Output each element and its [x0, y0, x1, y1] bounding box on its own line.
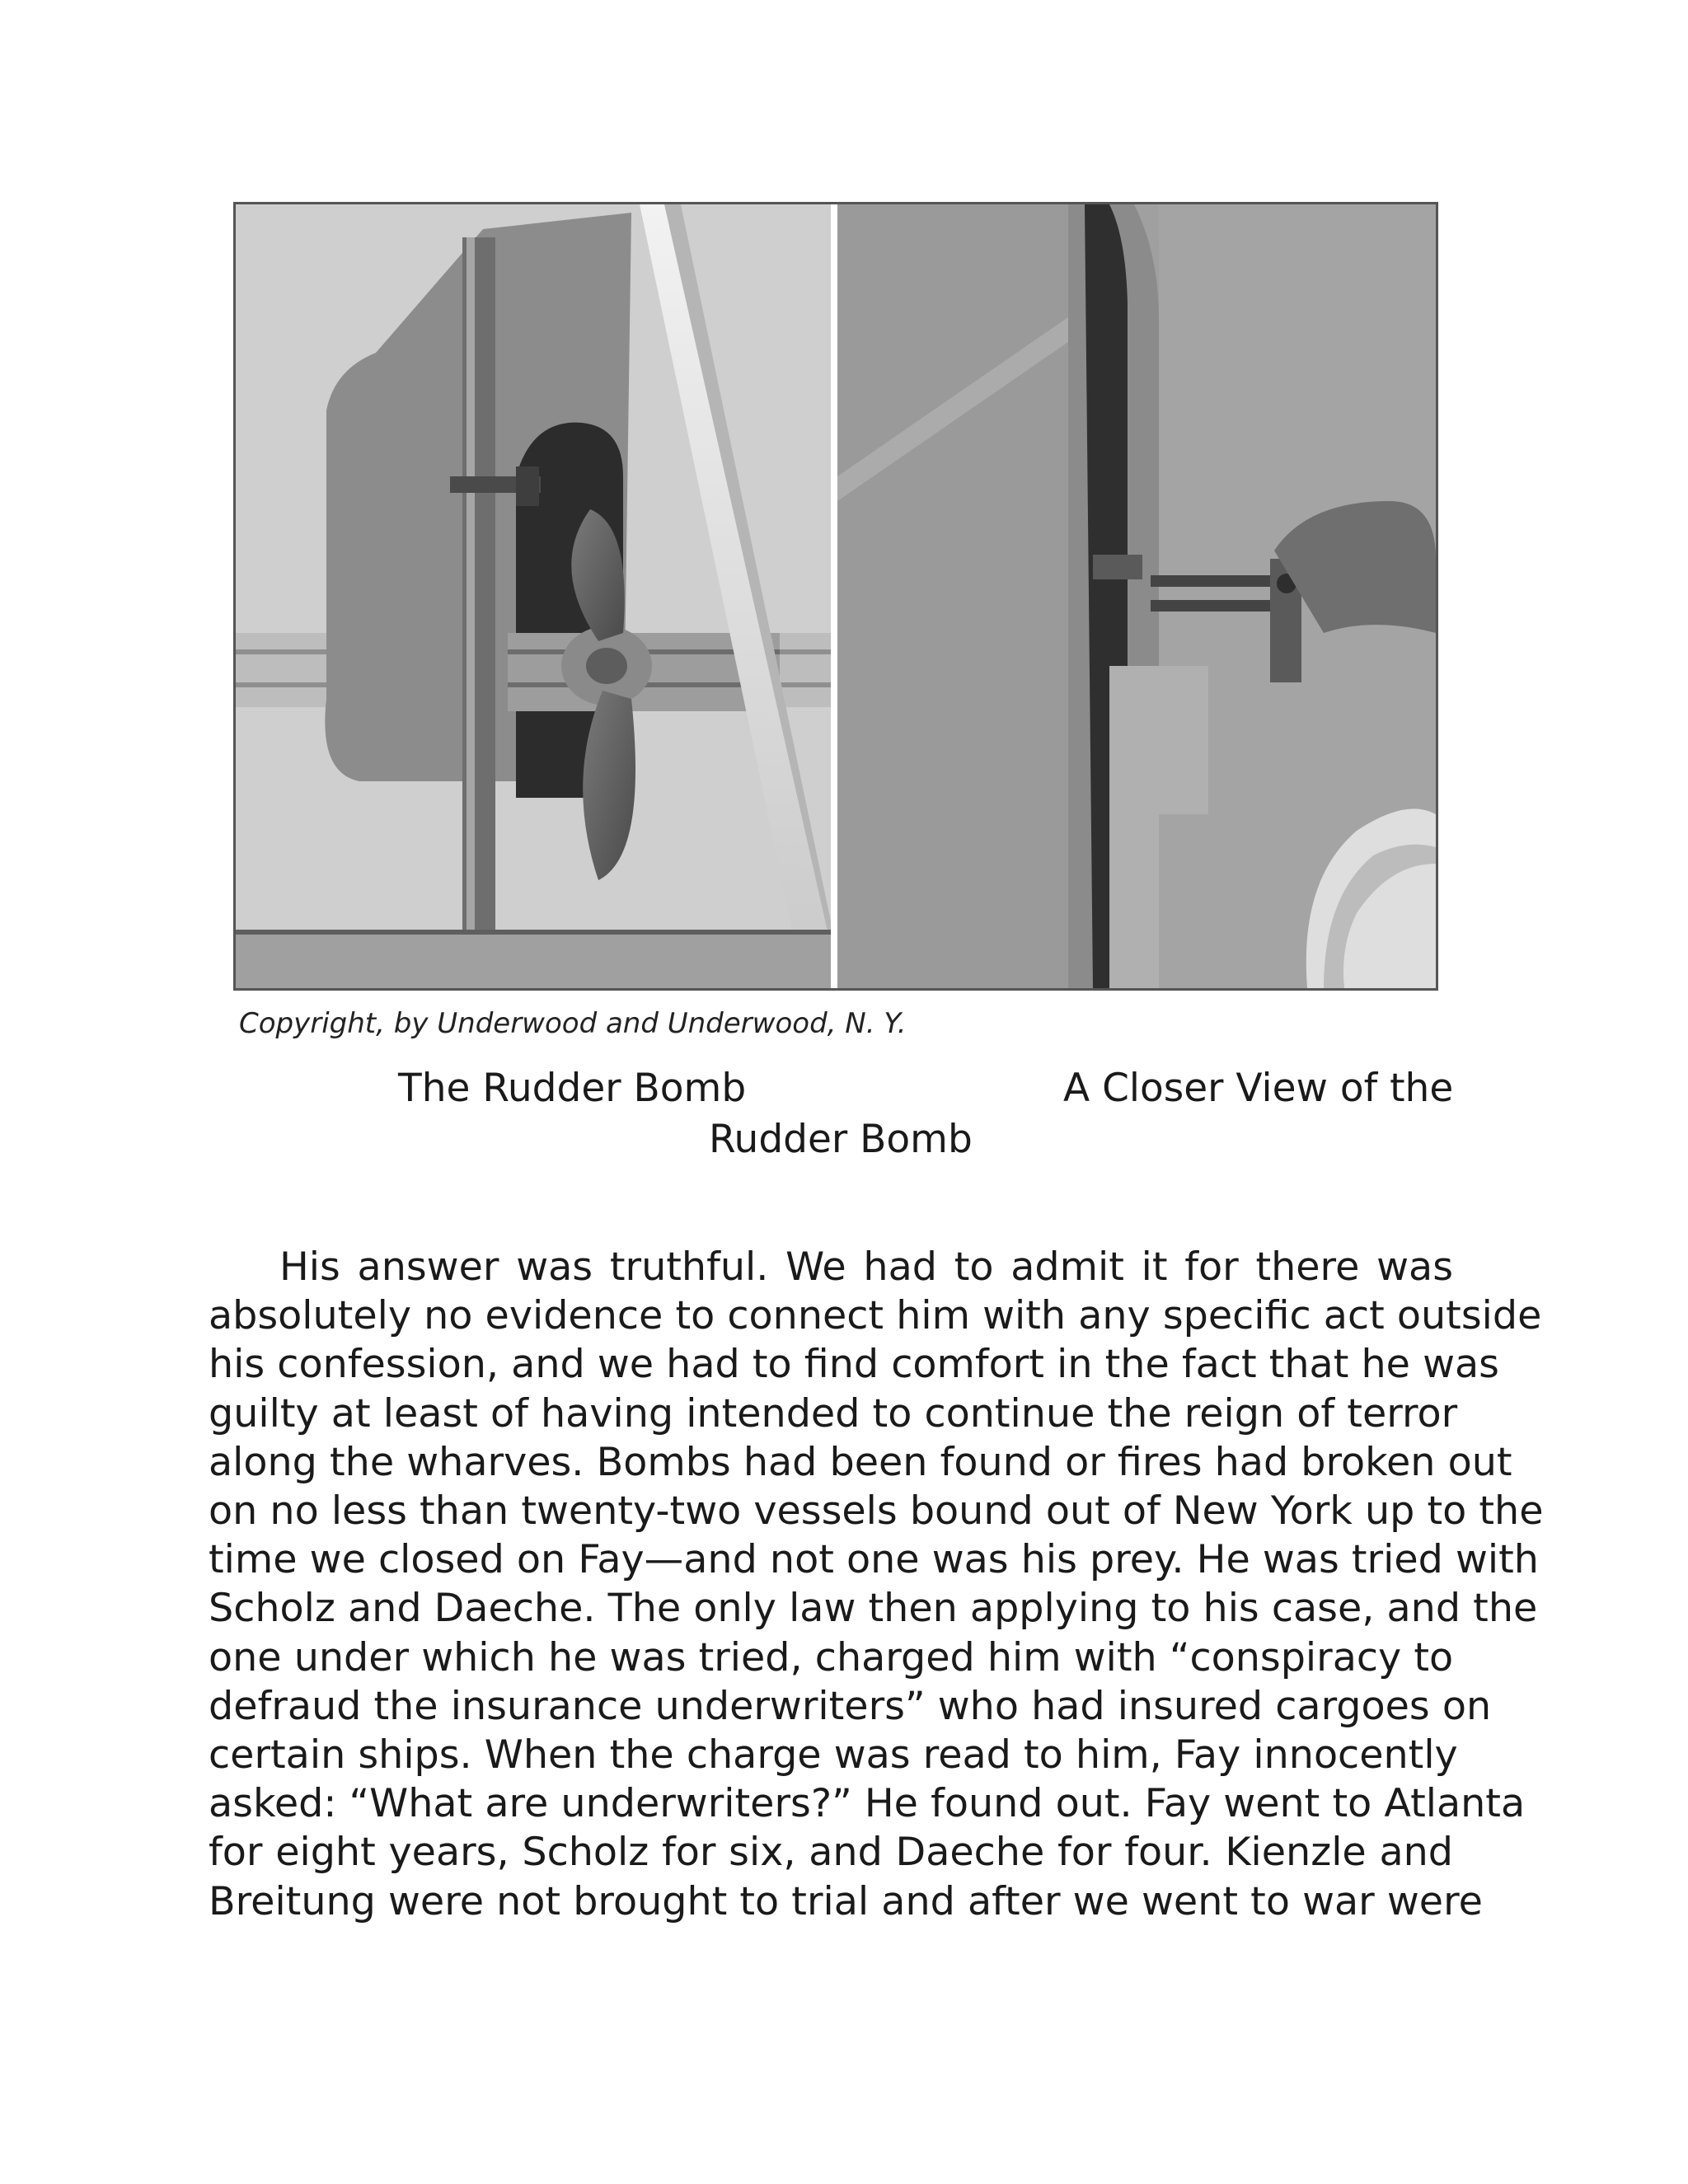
body-line: for eight years, Scholz for six, and Daeche for four. Kienzle and — [209, 1830, 1453, 1876]
photo-credit: Copyright, by Underwood and Underwood, N. Y. — [239, 1007, 907, 1040]
body-line: time we closed on Fay—and not one was his prey. He was tried with — [209, 1537, 1539, 1583]
body-line: on no less than twenty-two vessels bound out of New York up to the — [209, 1488, 1544, 1535]
body-line: his confession, and we had to find comfort in the fact that he was — [209, 1342, 1499, 1388]
left-photo-panel — [236, 204, 831, 988]
caption-left: The Rudder Bomb — [398, 1066, 747, 1111]
body-line: His answer was truthful. We had to admit it for there was — [279, 1244, 1453, 1290]
photo-plate — [233, 202, 1438, 991]
right-photo-panel — [837, 204, 1436, 988]
body-line: Scholz and Daeche. The only law then applying to his case, and the — [209, 1586, 1538, 1632]
body-line: certain ships. When the charge was read to him, Fay innocently — [209, 1732, 1458, 1779]
body-line: one under which he was tried, charged him with “conspiracy to — [209, 1634, 1454, 1680]
body-line: Breitung were not brought to trial and after we went to war were — [209, 1878, 1483, 1924]
body-line: guilty at least of having intended to continue the reign of terror — [209, 1390, 1458, 1436]
body-paragraph — [209, 1243, 1544, 1926]
body-line: absolutely no evidence to connect him with any specific act outside — [209, 1293, 1542, 1339]
caption-right-line2: Rudder Bomb — [709, 1117, 973, 1162]
body-line: defraud the insurance underwriters” who had insured cargoes on — [209, 1683, 1492, 1729]
caption-right-line1: A Closer View of the — [1063, 1066, 1454, 1111]
body-line: asked: “What are underwriters?” He found out. Fay went to Atlanta — [209, 1781, 1526, 1827]
photo-illustration — [236, 204, 1436, 988]
body-line: along the wharves. Bombs had been found or fires had broken out — [209, 1439, 1512, 1485]
